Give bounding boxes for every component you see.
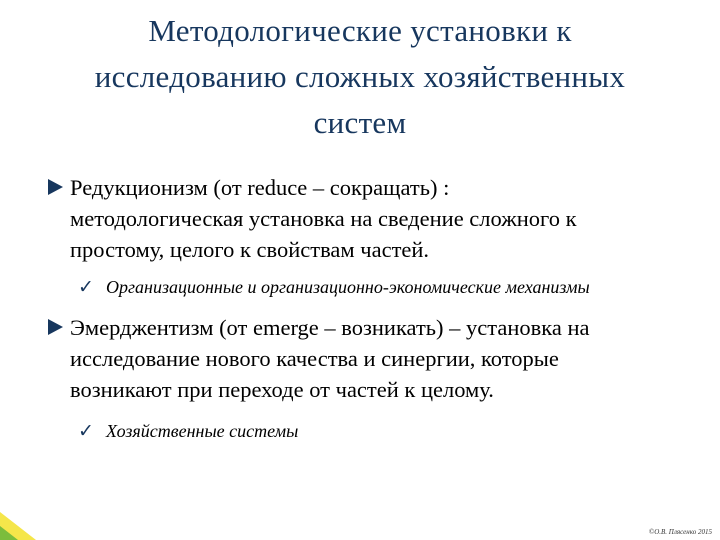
bullet-text-line: Редукционизм (от reduce – сокращать) : (70, 175, 450, 200)
sub-bullet-text: Организационные и организационно-экономические механизмы (106, 277, 590, 297)
bullet-text-line: методологическая установка на сведение сложного к (70, 206, 577, 231)
footer-copyright: ©О.В. Плясенко 2015 (648, 528, 712, 536)
sub-bullet-mechanisms (78, 276, 590, 299)
bullet-text-line: простому, целого к свойствам частей. (70, 237, 430, 262)
sub-bullet-text: Хозяйственные системы (106, 421, 299, 441)
triangle-bullet-icon (48, 179, 63, 195)
triangle-bullet-icon (48, 319, 63, 335)
bullet-text-line: возникают при переходе от частей к целому. (70, 377, 494, 402)
bullet-text-line: Эмерджентизм (от emerge – возникать) – установка на (70, 315, 590, 340)
corner-decoration-inner (0, 526, 18, 540)
bullet-text-line: исследование нового качества и синергии, которые (70, 346, 559, 371)
checkmark-icon: ✓ (78, 421, 94, 442)
title-line: исследованию сложных хозяйственных (94, 59, 626, 94)
title-line: Методологические установки к (148, 13, 572, 48)
slide-title (30, 8, 690, 146)
checkmark-icon: ✓ (78, 277, 94, 298)
sub-bullet-systems (78, 420, 298, 443)
title-line: систем (313, 105, 407, 140)
